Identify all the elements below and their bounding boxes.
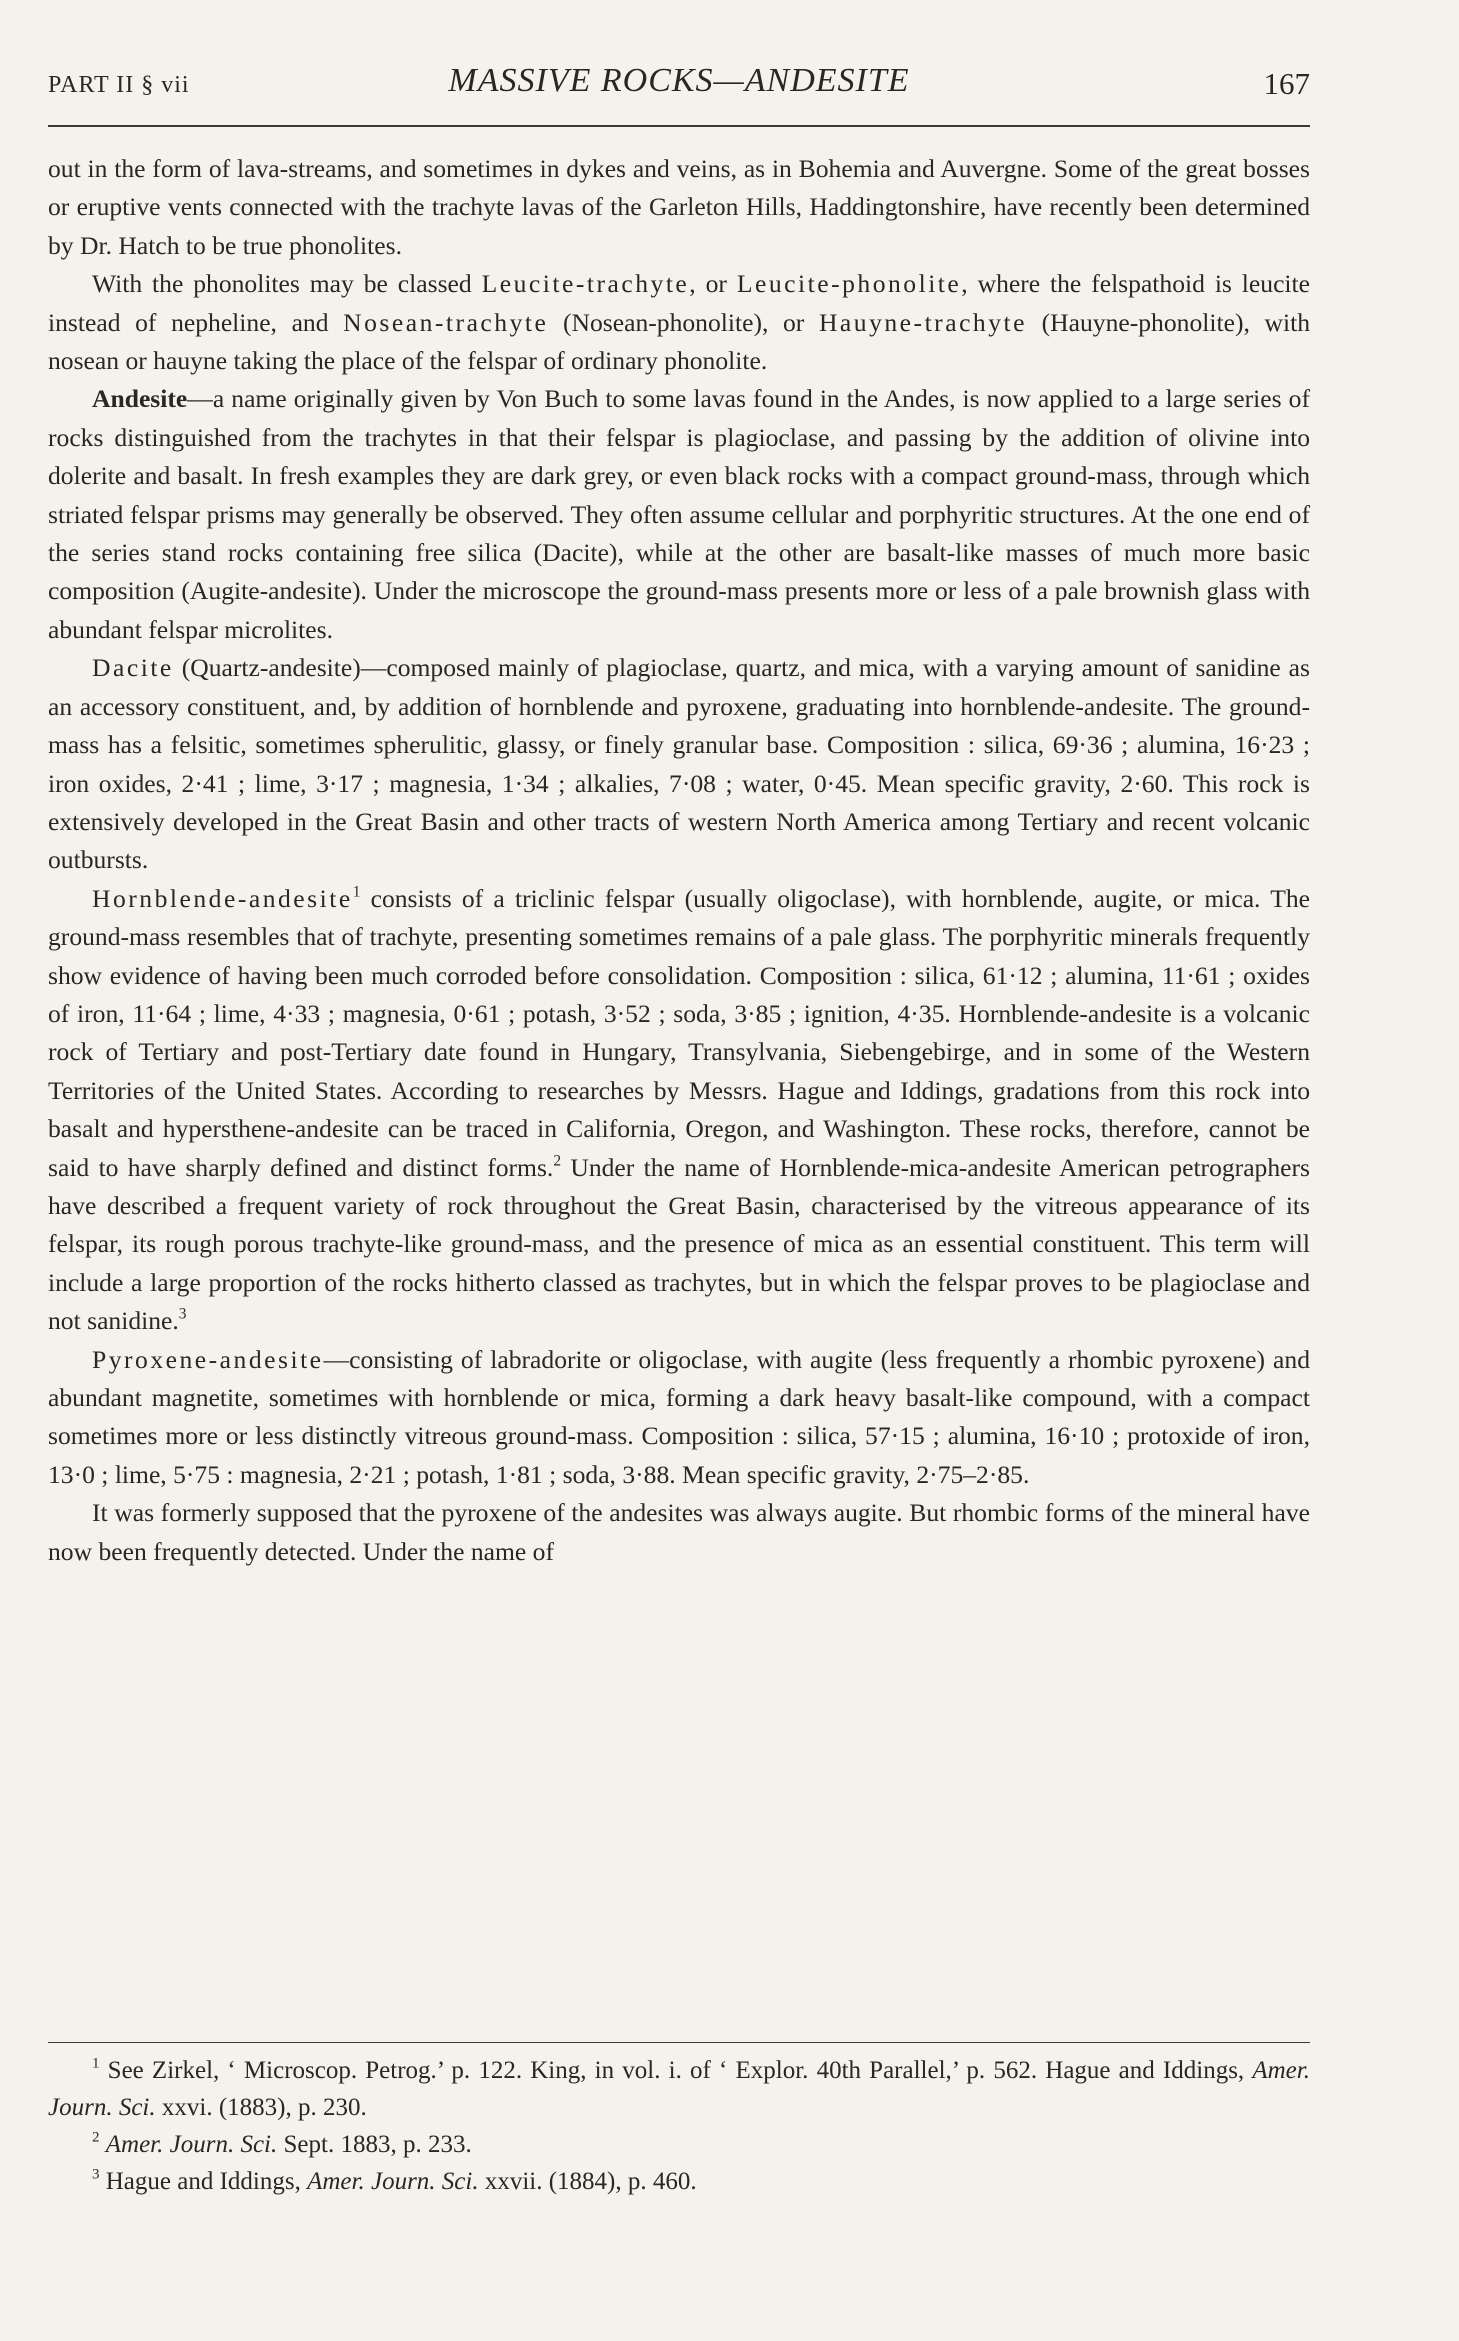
footnote-1: [48, 2052, 1310, 2126]
term-pyroxene-andesite: Pyroxene-andesite: [92, 1344, 324, 1374]
paragraph-dacite: [48, 649, 1310, 879]
paragraph-text: , or: [689, 269, 737, 299]
paragraph-text: (Hauyne-phonolite), with nosean or hauyne taking the place of the felspar of ordinary phonolite.: [48, 307, 1310, 376]
footnote-text: Hague and Iddings,: [99, 2168, 308, 2195]
part-section-label: PART II § vii: [48, 72, 190, 98]
journal-title: Amer. Journ. Sci.: [48, 2057, 1310, 2121]
paragraph-text: , where the felspathoid is leucite instead of nepheline, and: [48, 269, 1311, 337]
header-rule: [48, 125, 1310, 127]
journal-title: Amer. Journ. Sci.: [105, 2131, 278, 2158]
footnotes: [48, 2052, 1310, 2200]
footnote-text: xxvii. (1884), p. 460.: [478, 2168, 697, 2195]
paragraph-text: consists of a triclinic felspar (usually oligoclase), with hornblende, augite, or mica. The ground-mass resembles that of trachyte, presenting sometimes remains of a pale glass. The porphyritic minerals frequently show evidence of having been much corroded before consolidation. Composition : silica, 61·12 ; alumina, 11·61 ; oxides of iron, 11·64 ; lime, 4·33 ; magnesia, 0·61 ; potash, 3·52 ; soda, 3·85 ; ignition, 4·35. Hornblende-andesite is a volcanic rock of Tertiary and post-Tertiary date found in Hungary, Transylvania, Siebengebirge, and in some of the Western Territories of the United States. According to researches by Messrs. Hague and Iddings, gradations from this rock into basalt and hypersthene-andesite can be traced in California, Oregon, and Washington. These rocks, therefore, cannot be said to have sharply defined and distinct forms.: [48, 883, 1310, 1182]
paragraph-text: With the phonolites may be classed: [92, 269, 482, 299]
paragraph-hornblende-andesite: [48, 880, 1310, 1341]
footnote-3: [48, 2163, 1310, 2200]
paragraph-continuation: out in the form of lava-streams, and sometimes in dykes and veins, as in Bohemia and Auvergne. Some of the great bosses or eruptive vents connected with the trachyte lavas of the Garleton Hills, Haddingtonshire, have recently been determined by Dr. Hatch to be true phonolites.: [48, 154, 1310, 260]
paragraph-text: —a name originally given by Von Buch to some lavas found in the Andes, is now applied to a large series of rocks distinguished from the trachytes in that their felspar is plagioclase, and passing by the addition of olivine into dolerite and basalt. In fresh examples they are dark grey, or even black rocks with a compact ground-mass, through which striated felspar prisms may generally be observed. They often assume cellular and porphyritic structures. At the one end of the series stand rocks containing free silica (Dacite), while at the other are basalt-like masses of much more basic composition (Augite-andesite). Under the microscope the ground-mass presents more or less of a pale brownish glass with abundant felspar microlites.: [48, 384, 1310, 644]
footnote-number: 2: [92, 2129, 100, 2146]
page-title: MASSIVE ROCKS—ANDESITE: [448, 62, 910, 99]
footnote-ref-2[interactable]: 2: [553, 1151, 562, 1169]
paragraph-text: (Nosean-phonolite), or: [548, 307, 819, 337]
term-hornblende-andesite: Hornblende-andesite: [92, 883, 353, 913]
paragraph-text: Under the name of Hornblende-mica-andesite American petrographers have described a frequent variety of rock throughout the Great Basin, characterised by the vitreous appearance of its felspar, its rough porous trachyte-like ground-mass, and the presence of mica as an essential constituent. This term will include a large proportion of the rocks hitherto classed as trachytes, but in which the felspar proves to be plagioclase and not sanidine.: [48, 1152, 1310, 1336]
footnote-text: xxvi. (1883), p. 230.: [155, 2094, 367, 2121]
footnote-text: Sept. 1883, p. 233.: [277, 2131, 472, 2158]
footnote-number: 3: [92, 2166, 100, 2183]
paragraph-text: (Quartz-andesite)—composed mainly of plagioclase, quartz, and mica, with a varying amount of sanidine as an accessory constituent, and, by addition of hornblende and pyroxene, graduating into hornblende-andesite. The ground-mass has a felsitic, sometimes spherulitic, glassy, or finely granular base. Composition : silica, 69·36 ; alumina, 16·23 ; iron oxides, 2·41 ; lime, 3·17 ; magnesia, 1·34 ; alkalies, 7·08 ; water, 0·45. Mean specific gravity, 2·60. This rock is extensively developed in the Great Basin and other tracts of western North America among Tertiary and recent volcanic outbursts.: [48, 653, 1310, 875]
footnote-ref-3[interactable]: 3: [178, 1305, 187, 1323]
journal-title: Amer. Journ. Sci.: [307, 2168, 479, 2195]
body-text: [48, 150, 1310, 1571]
term-hauyne-trachyte: Hauyne-trachyte: [818, 307, 1027, 337]
paragraph-leucite-trachyte: [48, 265, 1310, 380]
footnote-2: [48, 2126, 1310, 2163]
paragraph-text: —consisting of labradorite or oligoclase, with augite (less frequently a rhombic pyroxene) and abundant magnetite, sometimes with hornblende or mica, forming a dark heavy basalt-like compound, with a compact sometimes more or less distinctly vitreous ground-mass. Composition : silica, 57·15 ; alumina, 16·10 ; protoxide of iron, 13·0 ; lime, 5·75 : magnesia, 2·21 ; potash, 1·81 ; soda, 3·88. Mean specific gravity, 2·75–2·85.: [48, 1344, 1310, 1489]
footnote-ref-1[interactable]: 1: [352, 882, 361, 900]
footnote-rule: [48, 2042, 1310, 2043]
term-leucite-phonolite: Leucite-phonolite: [736, 269, 962, 299]
paragraph-andesite: [48, 380, 1310, 649]
term-andesite: Andesite: [92, 384, 188, 414]
running-head: [48, 62, 1310, 106]
paragraph-rhombic-pyroxene: It was formerly supposed that the pyroxene of the andesites was always augite. But rhombic forms of the mineral have now been frequently detected. Under the name of: [48, 1498, 1310, 1566]
footnote-number: 1: [92, 2055, 100, 2072]
term-leucite-trachyte: Leucite-trachyte: [481, 269, 690, 299]
paragraph-pyroxene-andesite: [48, 1341, 1310, 1495]
footnote-text: See Zirkel, ‘ Microscop. Petrog.’ p. 122. King, in vol. i. of ‘ Explor. 40th Parallel,’ p. 562. Hague and Iddings,: [99, 2057, 1253, 2084]
term-dacite: Dacite: [92, 653, 174, 683]
page-number: 167: [1263, 66, 1310, 101]
term-nosean-trachyte: Nosean-trachyte: [343, 307, 549, 337]
